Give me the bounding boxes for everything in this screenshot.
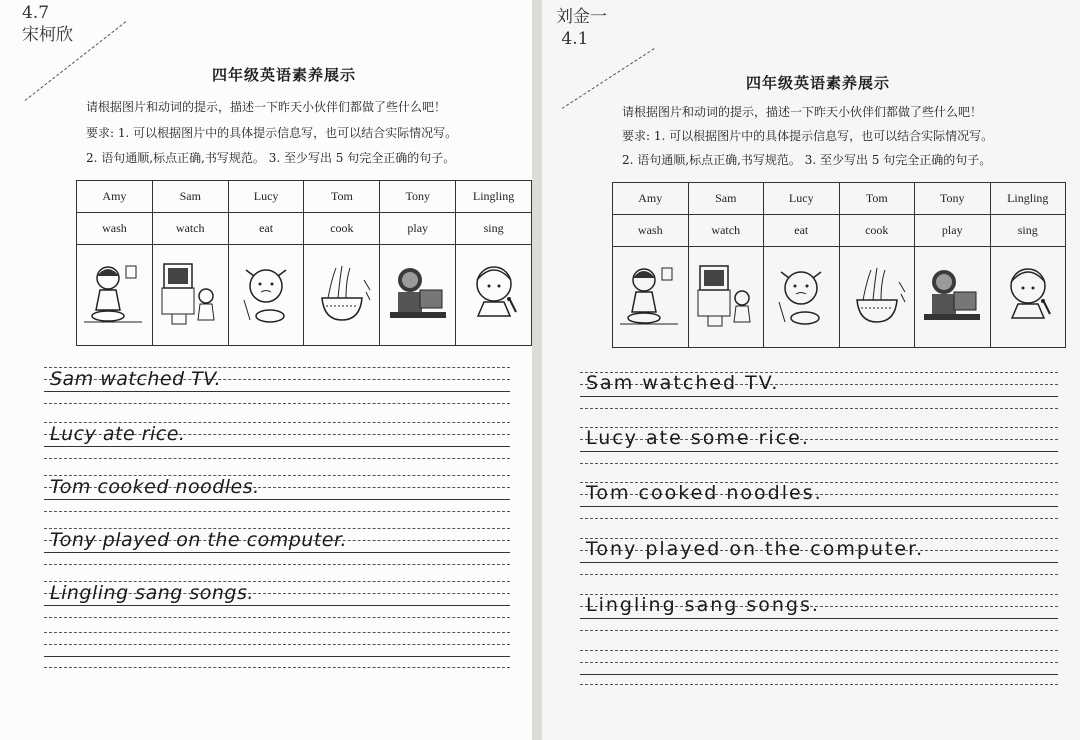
handwritten-sentence: Tom cooked noodles. (586, 482, 823, 504)
handwritten-sentence: Lucy ate rice. (50, 423, 186, 445)
singing-picture (456, 245, 532, 346)
eating-picture (228, 245, 304, 346)
verb-cell: play (380, 213, 456, 245)
handwritten-sentence: Lingling sang songs. (586, 594, 820, 616)
activity-table (76, 180, 532, 346)
verb-cell: eat (228, 213, 304, 245)
name-cell: Amy (613, 183, 689, 215)
requirement-2: 2. 语句通顺,标点正确,书写规范。 3. 至少写出 5 句完全正确的句子。 (622, 153, 992, 167)
requirement-2: 2. 语句通顺,标点正确,书写规范。 3. 至少写出 5 句完全正确的句子。 (86, 151, 456, 165)
handwritten-sentence: Tom cooked noodles. (50, 476, 260, 498)
instruction: 请根据图片和动词的提示，描述一下昨天小伙伴们都做了些什么吧！ (622, 105, 983, 119)
washing-picture (613, 247, 689, 348)
name-cell: Lingling (456, 181, 532, 213)
verb-cell: play (915, 215, 991, 247)
tv-picture (152, 245, 228, 346)
name-cell: Tony (380, 181, 456, 213)
eating-picture (764, 247, 840, 348)
page-title: 四年级英语素养展示 (212, 66, 357, 84)
name-cell: Sam (688, 183, 764, 215)
handwritten-sentence: Sam watched TV. (50, 368, 222, 390)
student-note: 刘金一 4.1 (556, 7, 607, 49)
worksheet-right (542, 0, 1080, 740)
computer-picture (915, 247, 991, 348)
name-cell: Lucy (228, 181, 304, 213)
name-cell: Tom (304, 181, 380, 213)
handwritten-sentence: Lingling sang songs. (50, 582, 254, 604)
requirement-1: 要求: 1. 可以根据图片中的具体提示信息写，也可以结合实际情况写。 (622, 129, 994, 143)
handwritten-sentence: Tony played on the computer. (586, 538, 925, 560)
verb-cell: watch (152, 213, 228, 245)
tv-picture (688, 247, 764, 348)
washing-picture (77, 245, 153, 346)
requirement-1: 要求: 1. 可以根据图片中的具体提示信息写，也可以结合实际情况写。 (86, 126, 458, 140)
verb-cell: sing (990, 215, 1066, 247)
verb-cell: wash (77, 213, 153, 245)
handwritten-sentence: Sam watched TV. (586, 372, 780, 394)
sheet-gap (532, 0, 542, 740)
corner-fold-line (562, 48, 655, 109)
computer-picture (380, 245, 456, 346)
noodles-picture (304, 245, 380, 346)
verb-cell: cook (304, 213, 380, 245)
name-cell: Amy (77, 181, 153, 213)
instruction: 请根据图片和动词的提示，描述一下昨天小伙伴们都做了些什么吧！ (86, 100, 447, 114)
noodles-picture (839, 247, 915, 348)
name-cell: Tony (915, 183, 991, 215)
name-cell: Lucy (764, 183, 840, 215)
handwritten-sentence: Tony played on the computer. (50, 529, 348, 551)
verb-cell: cook (839, 215, 915, 247)
writing-area (580, 368, 1058, 688)
singing-picture (990, 247, 1066, 348)
page-title: 四年级英语素养展示 (746, 74, 891, 92)
verb-cell: watch (688, 215, 764, 247)
verb-cell: wash (613, 215, 689, 247)
verb-cell: eat (764, 215, 840, 247)
student-note: 4.7 宋柯欣 (22, 3, 73, 45)
activity-table (612, 182, 1066, 348)
worksheet-left (0, 0, 532, 740)
name-cell: Sam (152, 181, 228, 213)
name-cell: Tom (839, 183, 915, 215)
handwritten-sentence: Lucy ate some rice. (586, 427, 810, 449)
writing-area (44, 362, 510, 672)
verb-cell: sing (456, 213, 532, 245)
name-cell: Lingling (990, 183, 1066, 215)
